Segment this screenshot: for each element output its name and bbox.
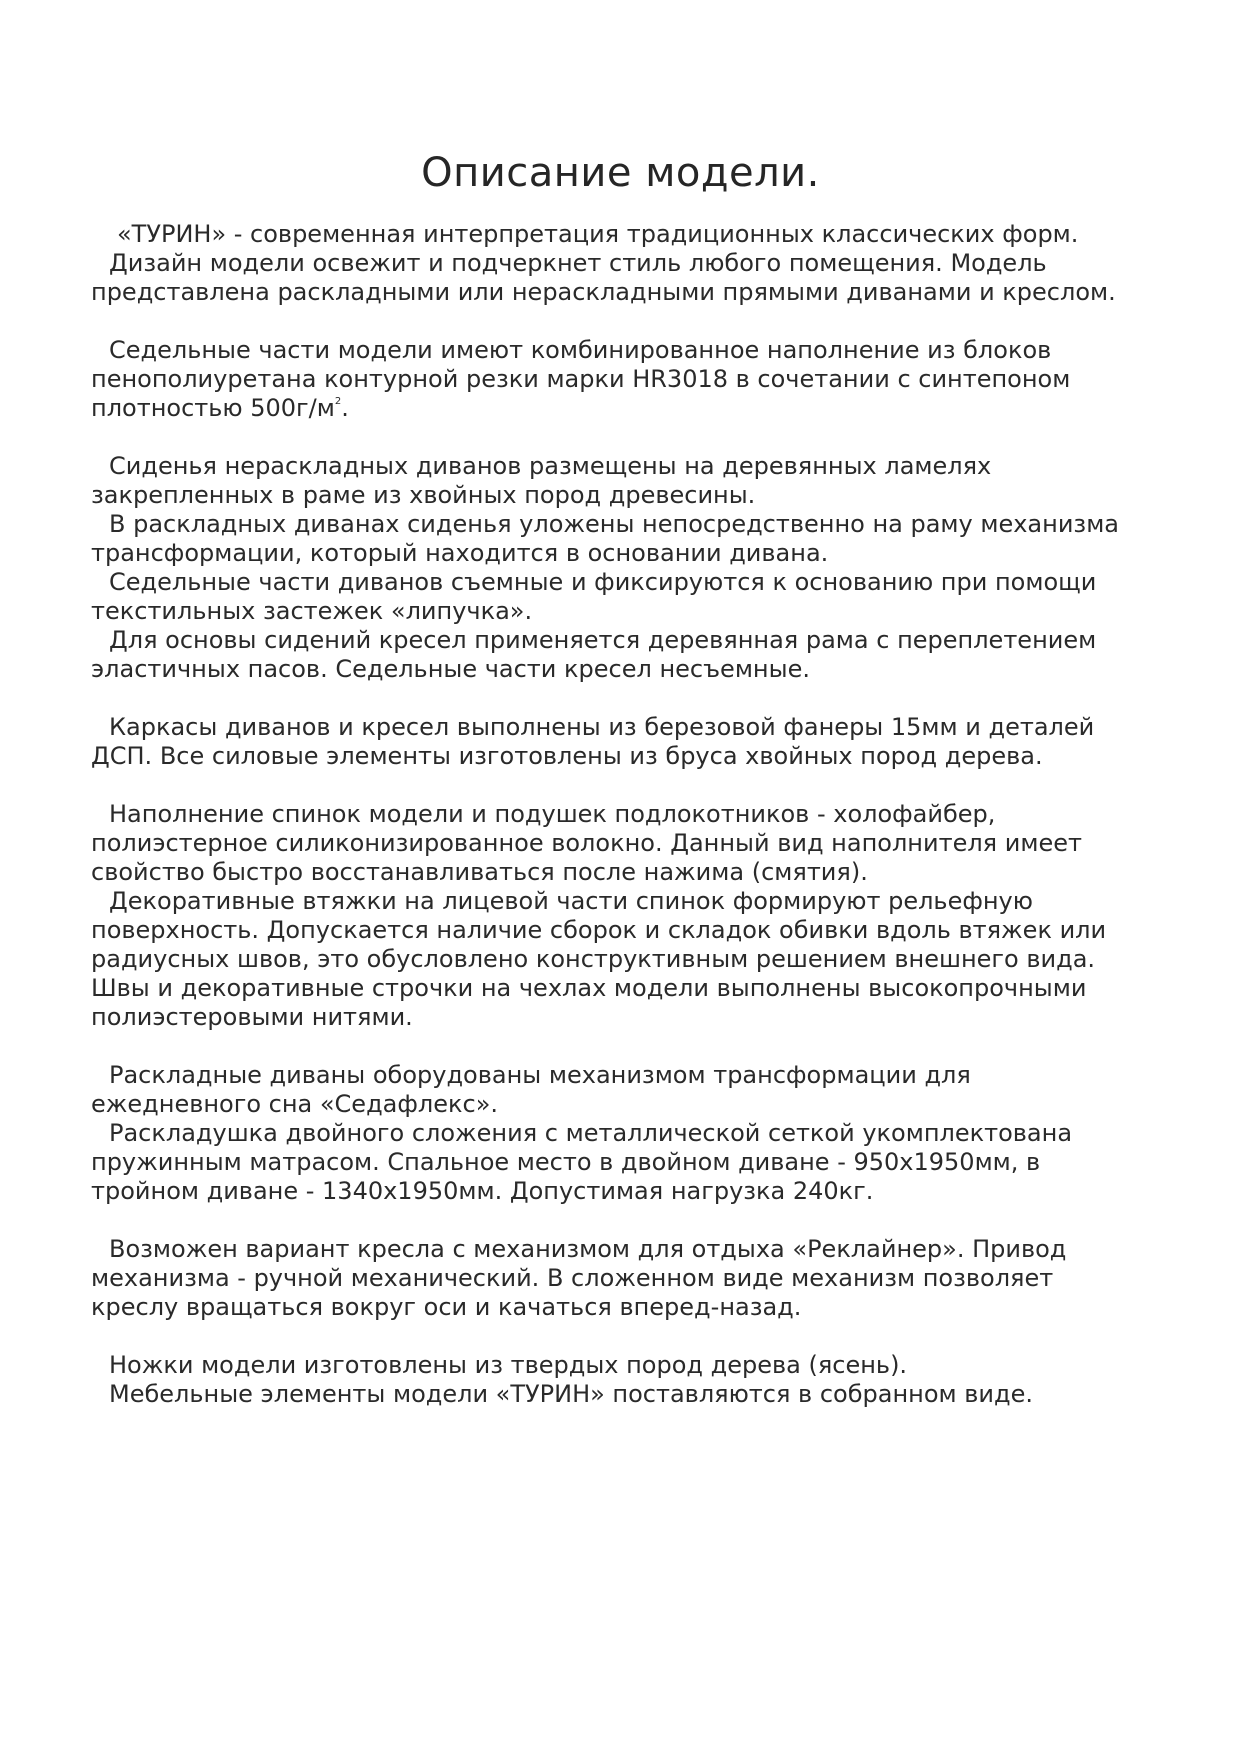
text-line: ежедневного сна «Седафлекс».: [91, 1090, 499, 1118]
text-line: Швы и декоративные строчки на чехлах модели выполнены высокопрочными: [91, 974, 1087, 1002]
text-line: Декоративные втяжки на лицевой части спинок формируют рельефную: [109, 887, 1033, 915]
text-line: представлена раскладными или нераскладными прямыми диванами и креслом.: [91, 278, 1116, 306]
text-line: полиэстеровыми нитями.: [91, 1003, 413, 1031]
paragraph-seats: [91, 336, 1201, 423]
text-line: Раскладные диваны оборудованы механизмом трансформации для: [109, 1061, 971, 1089]
period: .: [341, 394, 349, 422]
text-line: закрепленных в раме из хвойных пород древесины.: [91, 481, 756, 509]
text-line: Сиденья нераскладных диванов размещены на деревянных ламелях: [109, 452, 992, 480]
text-line: полиэстерное силиконизированное волокно. Данный вид наполнителя имеет: [91, 829, 1082, 857]
paragraph-legs: [91, 1351, 1201, 1409]
text-line: Для основы сидений кресел применяется деревянная рама с переплетением: [109, 626, 1097, 654]
text-line: Каркасы диванов и кресел выполнены из березовой фанеры 15мм и деталей: [109, 713, 1095, 741]
text-line: механизма - ручной механический. В сложенном виде механизм позволяет: [91, 1264, 1054, 1292]
text-line: радиусных швов, это обусловлено конструктивным решением внешнего вида.: [91, 945, 1096, 973]
density-text: плотностью 500г/м: [91, 394, 335, 422]
text-line: Возможен вариант кресла с механизмом для отдыха «Реклайнер». Привод: [109, 1235, 1067, 1263]
text-line: Раскладушка двойного сложения с металлической сеткой укомплектована: [109, 1119, 1073, 1147]
paragraph-frames: [91, 452, 1201, 684]
text-line: пенополиуретана контурной резки марки HR3018 в сочетании с синтепоном: [91, 365, 1071, 393]
text-line: трансформации, который находится в основании дивана.: [91, 539, 829, 567]
page-title: Описание модели.: [421, 150, 820, 196]
text-line: Дизайн модели освежит и подчеркнет стиль любого помещения. Модель: [109, 249, 1047, 277]
document-body: [91, 220, 1201, 1438]
text-line: Наполнение спинок модели и подушек подлокотников - холофайбер,: [109, 800, 996, 828]
text-line: креслу вращаться вокруг оси и качаться вперед-назад.: [91, 1293, 802, 1321]
text-line: текстильных застежек «липучка».: [91, 597, 533, 625]
text-line: Ножки модели изготовлены из твердых пород дерева (ясень).: [109, 1351, 908, 1379]
paragraph-intro: [91, 220, 1201, 307]
text-line: «ТУРИН» - современная интерпретация традиционных классических форм.: [117, 220, 1079, 248]
paragraph-backs: [91, 800, 1201, 1032]
text-line: ДСП. Все силовые элементы изготовлены из бруса хвойных пород дерева.: [91, 742, 1043, 770]
paragraph-mechanism: [91, 1061, 1201, 1206]
text-line: В раскладных диванах сиденья уложены непосредственно на раму механизма: [109, 510, 1120, 538]
text-line: Мебельные элементы модели «ТУРИН» поставляются в собранном виде.: [109, 1380, 1033, 1408]
text-line: свойство быстро восстанавливаться после нажима (смятия).: [91, 858, 868, 886]
text-line-density: [91, 394, 1201, 423]
text-line: тройном диване - 1340х1950мм. Допустимая нагрузка 240кг.: [91, 1177, 874, 1205]
text-line: Седельные части диванов съемные и фиксируются к основанию при помощи: [109, 568, 1097, 596]
superscript: 2: [334, 396, 342, 407]
paragraph-carcass: [91, 713, 1201, 771]
text-line: поверхность. Допускается наличие сборок и складок обивки вдоль втяжек или: [91, 916, 1107, 944]
text-line: эластичных пасов. Седельные части кресел несъемные.: [91, 655, 810, 683]
paragraph-recliner: [91, 1235, 1201, 1322]
text-line: Седельные части модели имеют комбинированное наполнение из блоков: [109, 336, 1052, 364]
text-line: пружинным матрасом. Спальное место в двойном диване - 950х1950мм, в: [91, 1148, 1041, 1176]
